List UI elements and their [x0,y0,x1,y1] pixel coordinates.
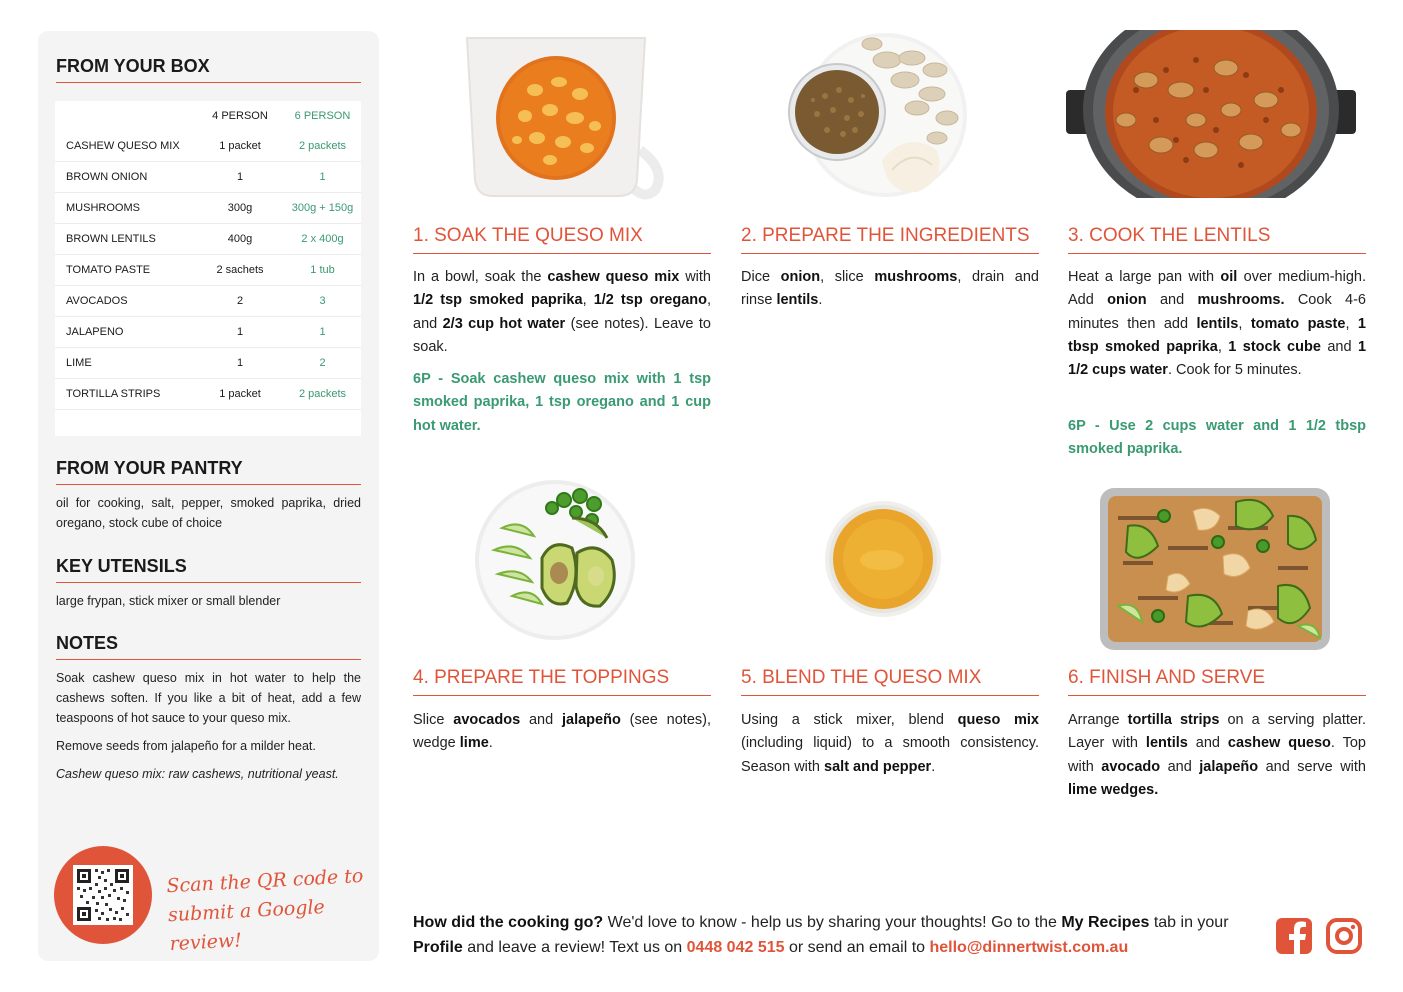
utensils-text: large frypan, stick mixer or small blender [56,594,281,608]
ingredient-name: JALAPENO [55,317,196,348]
table-row [55,348,361,379]
text-segment: or send an email to [784,939,930,956]
text-segment: and leave a review! Text us on [462,939,687,956]
bold-term: mushrooms. [1197,292,1285,309]
step-6-text [1068,709,1366,802]
bold-term: cashew queso mix [547,269,680,285]
ingredient-name: LIME [55,348,196,379]
bold-term: cashew queso [1227,735,1331,752]
step-4-text [413,709,711,756]
step-5-title: 5. BLEND THE QUESO MIX [741,667,1039,696]
cooking-pan-photo [1066,30,1356,198]
ingredient-name: AVOCADOS [55,286,196,317]
table-header-row [55,101,361,131]
qty-6-person: 300g + 150g [284,193,361,224]
text-segment: over medium-high. Add [1068,269,1366,309]
text-segment: with [679,269,711,285]
blended-queso-photo [822,500,944,618]
qty-4-person: 1 packet [196,379,284,410]
text-segment: (including liquid) to a smooth consistency. Season with [741,735,1039,775]
bold-term: lentils [776,292,819,309]
text-segment: Slice [413,712,454,728]
qty-4-person: 300g [196,193,284,224]
table-row [55,224,361,255]
bold-term: mushrooms [874,269,958,285]
qr-line-1: Scan the QR code to [166,864,364,898]
bold-term: tortilla strips [1127,712,1220,728]
qty-4-person: 1 [196,317,284,348]
step-6-title: 6. FINISH AND SERVE [1068,667,1366,696]
table-row [55,255,361,286]
text-segment: We'd love to know - help us by sharing your thoughts! Go to the [603,914,1062,931]
text-segment: . [931,758,936,775]
step-2-title: 2. PREPARE THE INGREDIENTS [741,225,1039,254]
bold-term: 2/3 cup hot water [442,315,566,332]
qty-6-person: 1 [284,317,361,348]
ingredient-name: TORTILLA STRIPS [55,379,196,410]
ingredient-name: BROWN LENTILS [55,224,196,255]
text-segment: Using a stick mixer, blend [741,712,958,728]
step-1-6p-note: 6P - Soak cashew queso mix with 1 tsp smoked paprika, 1 tsp oregano and 1 cup hot water. [413,371,711,434]
text-segment: and [1187,735,1228,752]
text-segment: . [818,292,823,309]
contact-link[interactable]: 0448 042 515 [686,939,785,956]
ingredient-name: MUSHROOMS [55,193,196,224]
text-segment: and [1320,338,1358,355]
qr-code-badge[interactable] [54,846,152,944]
step-5-text [741,709,1039,779]
from-your-pantry-title: FROM YOUR PANTRY [56,458,361,485]
notes-title: NOTES [56,633,361,660]
qty-4-person: 2 sachets [196,255,284,286]
facebook-icon[interactable] [1276,918,1312,954]
bold-term: My Recipes [1061,914,1150,931]
ingredient-name: TOMATO PASTE [55,255,196,286]
text-segment: , and [413,292,712,332]
key-utensils-title: KEY UTENSILS [56,556,361,583]
ingredients-table-body [55,131,361,436]
bold-term: lime [459,735,489,752]
bold-term: avocado [1101,758,1161,775]
bold-term: How did the cooking go? [413,914,604,931]
table-row [55,379,361,410]
qty-6-person: 1 tub [284,255,361,286]
text-segment: In a bowl, soak the [413,269,548,285]
text-segment: and [1160,758,1200,775]
bold-term: onion [1107,292,1147,309]
qr-review-text [166,862,370,959]
bold-term: jalapeño [1199,758,1259,775]
text-segment: . Cook for 5 minutes. [1167,362,1302,379]
text-segment: on a serving platter. Layer with [1068,712,1366,752]
finished-dish-photo [1098,486,1332,652]
toppings-photo [472,478,640,643]
text-segment: , [1238,315,1251,332]
bold-term: Profile [413,939,463,956]
qty-6-person: 2 packets [284,379,361,410]
table-row [55,317,361,348]
ingredient-name: CASHEW QUESO MIX [55,131,196,162]
table-row [55,131,361,162]
step-1-text [413,266,711,359]
bold-term: lentils [1196,315,1239,332]
qty-4-person: 1 [196,348,284,379]
note-3: Cashew queso mix: raw cashews, nutritional yeast. [56,767,339,781]
ingredients-panel [38,31,379,961]
qty-4-person: 400g [196,224,284,255]
bold-term: jalapeño [562,712,621,728]
contact-link[interactable]: hello@dinnertwist.com.au [929,939,1129,956]
step-1-title: 1. SOAK THE QUESO MIX [413,225,711,254]
text-segment: , drain and rinse [741,269,1039,309]
review-footer-text [413,910,1258,960]
text-segment: Arrange [1068,712,1128,728]
bold-term: oil [1220,269,1238,285]
ingredient-name: BROWN ONION [55,162,196,193]
step-3-title: 3. COOK THE LENTILS [1068,225,1366,254]
qty-6-person: 3 [284,286,361,317]
bold-term: onion [780,269,821,285]
qr-code-icon[interactable] [73,865,133,925]
text-segment: Heat a large pan with [1068,269,1221,285]
ingredients-table [55,101,361,436]
instagram-icon[interactable] [1326,918,1362,954]
header-4-person: 4 PERSON [212,110,268,122]
bold-term: queso mix [957,712,1039,728]
bold-term: 1 1/2 cups water [1068,338,1367,379]
step-3-text [1068,266,1366,382]
bold-term: avocados [453,712,521,728]
text-segment: , [1345,315,1358,332]
table-filler [55,410,361,437]
text-segment: Dice [741,269,781,285]
text-segment: , [1217,338,1229,355]
qty-4-person: 1 [196,162,284,193]
bold-term: salt and pepper [824,758,932,775]
table-row [55,286,361,317]
note-2: Remove seeds from jalapeño for a milder heat. [56,739,316,753]
bold-term: 1/2 tsp oregano [593,292,707,309]
queso-soak-photo [455,30,671,200]
qr-line-2: submit a Google review! [167,896,326,956]
step-4-title: 4. PREPARE THE TOPPINGS [413,667,711,696]
qty-4-person: 1 packet [196,131,284,162]
text-segment: (see notes), wedge [413,712,712,752]
text-segment: and [1146,292,1198,309]
qty-4-person: 2 [196,286,284,317]
bold-term: tomato paste [1250,315,1346,332]
header-6-person: 6 PERSON [294,110,351,122]
qty-6-person: 2 [284,348,361,379]
text-segment: , [582,292,594,309]
text-segment: Cook 4-6 minutes then add [1068,292,1366,332]
bold-term: lime wedges. [1068,781,1159,798]
step-2-text [741,266,1039,313]
bold-term: 1 tbsp smoked paprika [1068,315,1366,355]
text-segment: and serve with [1258,758,1366,775]
table-row [55,162,361,193]
from-your-box-title: FROM YOUR BOX [56,56,361,83]
bold-term: lentils [1145,735,1188,752]
table-row [55,193,361,224]
qty-6-person: 1 [284,162,361,193]
header-ingredient [55,101,196,131]
qty-6-person: 2 x 400g [284,224,361,255]
bold-term: 1 stock cube [1228,338,1321,355]
text-segment: (see notes). Leave to soak. [413,315,711,355]
ingredients-photo [787,30,972,200]
text-segment: and [520,712,562,728]
pantry-text: oil for cooking, salt, pepper, smoked paprika, dried oregano, stock cube of choice [56,496,361,530]
note-1: Soak cashew queso mix in hot water to help the cashews soften. If you like a bit of heat, add a few teaspoons of hot sauce to your queso mix. [56,671,361,725]
text-segment: , slice [820,269,875,285]
qty-6-person: 2 packets [284,131,361,162]
text-segment: . [488,735,493,752]
table-filler-cell [55,410,361,437]
step-3-6p-note: 6P - Use 2 cups water and 1 1/2 tbsp smoked paprika. [1068,418,1366,458]
bold-term: 1/2 tsp smoked paprika [413,292,583,309]
text-segment: tab in your [1149,914,1229,931]
text-segment: . Top with [1068,735,1366,775]
